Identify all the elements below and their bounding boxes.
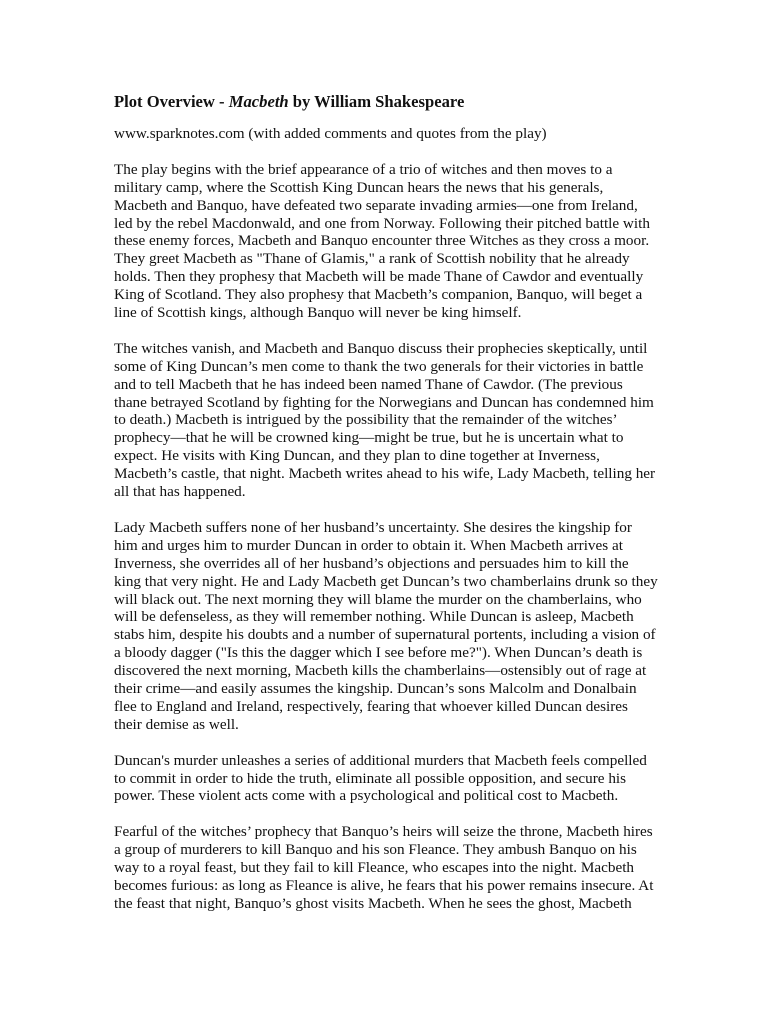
paragraph-3: Lady Macbeth suffers none of her husband’s uncertainty. She desires the kingship for him and urges him to murder Duncan in order to obtain it. When Macbeth arrives at Inverness, she overrides all of her husband’s objections and persuades him to kill the king that very night. He and Lady Macbeth get Duncan’s two chamberlains drunk so they will black out. The next morning they will blame the murder on the chamberlains, who will be defenseless, as they will remember nothing. While Duncan is asleep, Macbeth stabs him, despite his doubts and a number of supernatural portents, including a vision of a bloody dagger ("Is this the dagger which I see before me?"). When Duncan’s death is discovered the next morning, Macbeth kills the chamberlains—ostensibly out of rage at their crime—and easily assumes the kingship. Duncan’s sons Malcolm and Donalbain flee to England and Ireland, respectively, fearing that whoever killed Duncan desires their demise as well. xyxy=(114,518,658,733)
paragraph-4: Duncan's murder unleashes a series of additional murders that Macbeth feels compelled to commit in order to hide the truth, eliminate all possible opposition, and secure his power. These violent acts come with a psychological and political cost to Macbeth. xyxy=(114,751,647,805)
document-page xyxy=(114,92,658,931)
paragraph-5: Fearful of the witches’ prophecy that Banquo’s heirs will seize the throne, Macbeth hires a group of murderers to kill Banquo and his son Fleance. They ambush Banquo on his way to a royal feast, but they fail to kill Fleance, who escapes into the night. Macbeth becomes furious: as long as Fleance is alive, he fears that his power remains insecure. At the feast that night, Banquo’s ghost visits Macbeth. When he sees the ghost, Macbeth xyxy=(114,823,654,912)
paragraph-1: The play begins with the brief appearance of a trio of witches and then moves to a military camp, where the Scottish King Duncan hears the news that his generals, Macbeth and Banquo, have defeated two separate invading armies—one from Ireland, led by the rebel Macdonwald, and one from Norway. Following their pitched battle with these enemy forces, Macbeth and Banquo encounter three Witches as they cross a moor. They greet Macbeth as "Thane of Glamis," a rank of Scottish nobility that he already holds. Then they prophesy that Macbeth will be made Thane of Cawdor and eventually King of Scotland. They also prophesy that Macbeth’s companion, Banquo, will beget a line of Scottish kings, although Banquo will never be king himself. xyxy=(114,160,650,322)
title-play-name: Macbeth xyxy=(228,92,289,111)
title-author: by William Shakespeare xyxy=(288,92,465,111)
title-prefix: Plot Overview - xyxy=(114,92,229,111)
paragraph-2: The witches vanish, and Macbeth and Banquo discuss their prophecies skeptically, until some of King Duncan’s men come to thank the two generals for their victories in battle and to tell Macbeth that he has indeed been named Thane of Cawdor. (The previous thane betrayed Scotland by fighting for the Norwegians and Duncan has condemned him to death.) Macbeth is intrigued by the possibility that the remainder of the witches’ prophecy—that he will be crowned king—might be true, but he is uncertain what to expect. He visits with King Duncan, and they plan to dine together at Inverness, Macbeth’s castle, that night. Macbeth writes ahead to his wife, Lady Macbeth, telling her all that has happened. xyxy=(114,339,656,501)
document-title xyxy=(114,92,658,112)
source-line: www.sparknotes.com (with added comments and quotes from the play) xyxy=(114,125,547,142)
